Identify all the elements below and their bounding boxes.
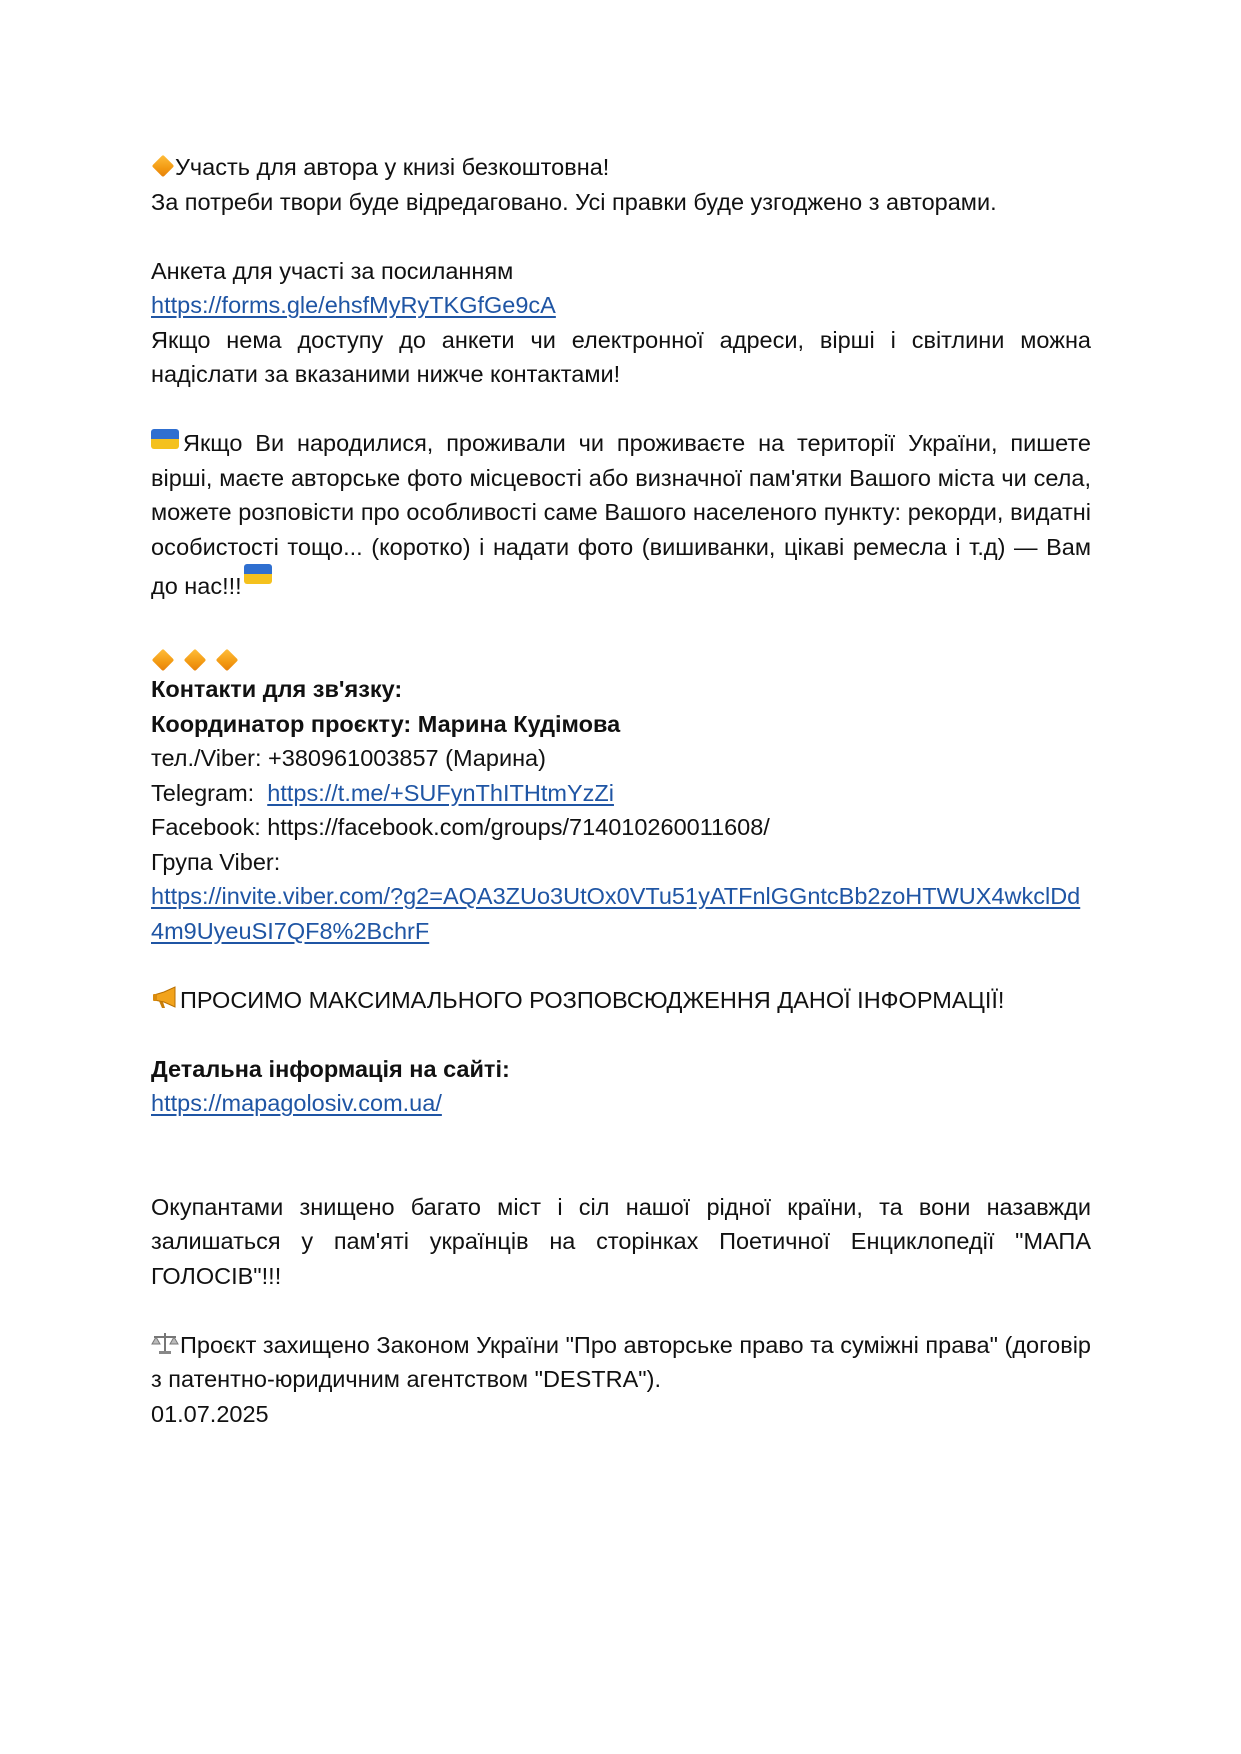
orange-diamond-icon bbox=[152, 649, 175, 672]
telegram-line bbox=[151, 776, 1091, 811]
legal-text: Проєкт захищено Законом України "Про авторське право та суміжні права" (договір з патентно-юридичним агентством "DESTRA"). bbox=[151, 1331, 1091, 1392]
edit-notice: За потреби твори буде відредаговано. Усі правки буде узгоджено з авторами. bbox=[151, 188, 997, 215]
website-link[interactable]: https://mapagolosiv.com.ua/ bbox=[151, 1090, 442, 1116]
memory-paragraph: Окупантами знищено багато міст і сіл нашої рідної країни, та вони назавжди залишаться у пам'яті українців на сторінках Поетичної Енциклопедії "МАПА ГОЛОСІВ"!!! bbox=[151, 1193, 1091, 1289]
free-participation-text: Участь для автора у книзі безкоштовна! bbox=[175, 154, 610, 180]
coordinator-line: Координатор проєкту: Марина Кудімова bbox=[151, 710, 621, 737]
telegram-link[interactable]: https://t.me/+SUFynThITHtmYzZi bbox=[267, 779, 614, 806]
orange-diamond-icon bbox=[184, 649, 207, 672]
invitation-text: Якщо Ви народилися, проживали чи проживаєте на території України, пишете вірші, маєте авторське фото місцевості або визначної пам'ятки Вашого міста чи села, можете розповісти про особливості саме Вашого населеного пункту: рекорди, видатні особистості тощо... (коротко) і надати фото (вишиванки, цікаві ремесла і т.д) — Вам до нас!!! bbox=[151, 430, 1091, 599]
viber-group-label: Група Viber: bbox=[151, 848, 281, 875]
document-date: 01.07.2025 bbox=[151, 1400, 269, 1427]
form-label: Анкета для участі за посиланням bbox=[151, 257, 514, 284]
ukraine-flag-icon bbox=[244, 564, 272, 584]
telegram-label: Telegram: bbox=[151, 779, 255, 806]
orange-diamond-icon bbox=[152, 155, 175, 178]
invitation-paragraph bbox=[151, 426, 1091, 604]
facebook-line: Facebook: https://facebook.com/groups/714010260011608/ bbox=[151, 814, 770, 840]
no-access-text: Якщо нема доступу до анкети чи електронної адреси, вірші і світлини можна надіслати за вказаними нижче контактами! bbox=[151, 326, 1091, 387]
ukraine-flag-icon bbox=[151, 429, 179, 449]
free-participation-line bbox=[151, 150, 1091, 185]
scales-icon bbox=[151, 1331, 179, 1355]
website-heading: Детальна інформація на сайті: bbox=[151, 1055, 510, 1082]
megaphone-icon bbox=[151, 986, 179, 1010]
viber-group-link[interactable]: https://invite.viber.com/?g2=AQA3ZUo3UtOx0VTu51yATFnlGGntcBb2zoHTWUX4wkclDd4m9UyeuSI7QF8%2BchrF bbox=[151, 883, 1081, 944]
request-text: ПРОСИМО МАКСИМАЛЬНОГО РОЗПОВСЮДЖЕННЯ ДАНОЇ ІНФОРМАЦІЇ! bbox=[180, 986, 1005, 1013]
contacts-heading: Контакти для зв'язку: bbox=[151, 676, 403, 702]
request-line bbox=[151, 983, 1091, 1018]
diamond-divider bbox=[151, 638, 1091, 672]
orange-diamond-icon bbox=[216, 649, 239, 672]
form-link[interactable]: https://forms.gle/ehsfMyRyTKGfGe9cA bbox=[151, 292, 556, 318]
document-page bbox=[151, 150, 1091, 1431]
phone-line: тел./Viber: +380961003857 (Марина) bbox=[151, 745, 546, 771]
legal-paragraph bbox=[151, 1328, 1091, 1397]
